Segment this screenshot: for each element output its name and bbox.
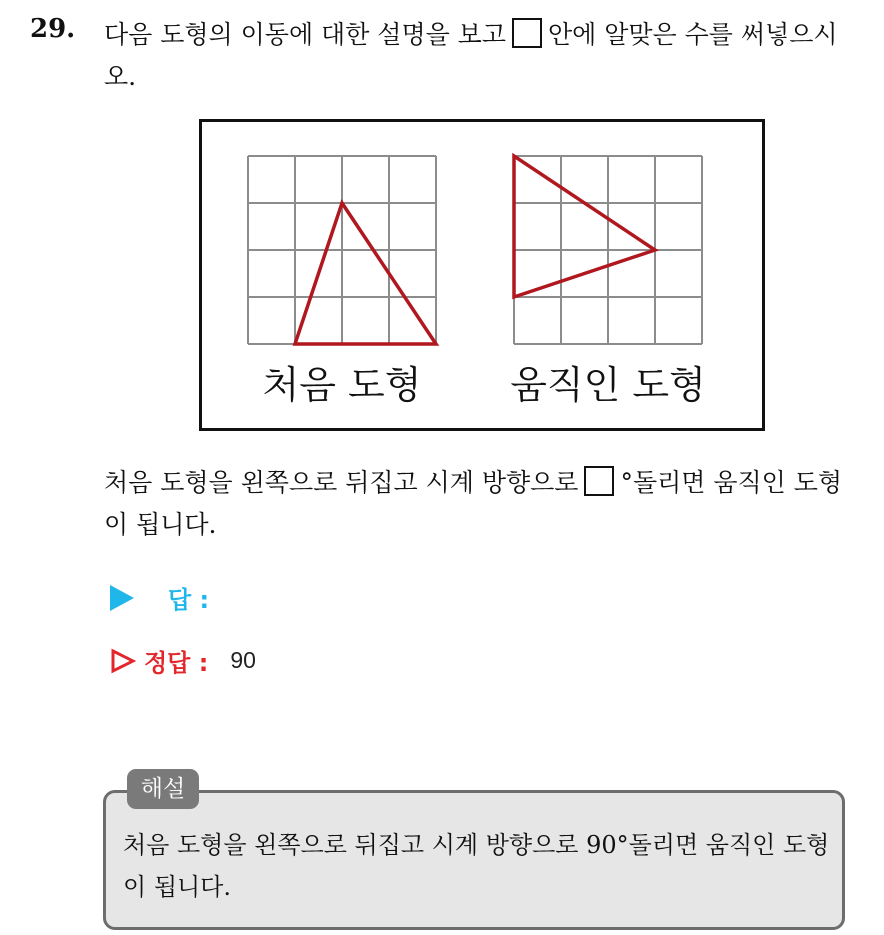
original-shape-label: 처음 도형 (262, 363, 422, 407)
explanation-text: 처음 도형을 왼쪽으로 뒤집고 시계 방향으로 90°돌리면 움직인 도형이 됩니다. (123, 831, 830, 901)
figure-svg (202, 122, 762, 428)
moved-triangle (514, 156, 655, 297)
correct-answer-row (110, 643, 256, 678)
figure-box (199, 119, 765, 431)
answer-label: 답 : (168, 586, 210, 614)
play-triangle-icon (110, 585, 134, 611)
correct-answer-value: 90 (230, 647, 256, 673)
question-text (104, 14, 864, 98)
moved-grid (514, 156, 702, 344)
outline-triangle-icon (110, 648, 136, 674)
moved-shape-label: 움직인 도형 (510, 363, 706, 407)
degree-blank-box (584, 466, 614, 496)
statement-part2: °돌리면 움직인 도형이 됩니다. (104, 468, 843, 539)
statement-part1: 처음 도형을 왼쪽으로 뒤집고 시계 방향으로 (104, 468, 579, 497)
original-grid (248, 156, 436, 344)
question-text-part2: 안에 알맞은 수를 써넣으시오. (104, 20, 838, 91)
answer-blank-box (512, 18, 542, 48)
explanation-tag: 해설 (127, 769, 199, 809)
original-triangle (295, 203, 436, 344)
question-number: 29. (30, 14, 76, 44)
question-text-part1: 다음 도형의 이동에 대한 설명을 보고 (104, 20, 506, 49)
statement-text (104, 462, 864, 546)
answer-row (110, 580, 209, 615)
correct-answer-label: 정답 : (144, 649, 209, 677)
